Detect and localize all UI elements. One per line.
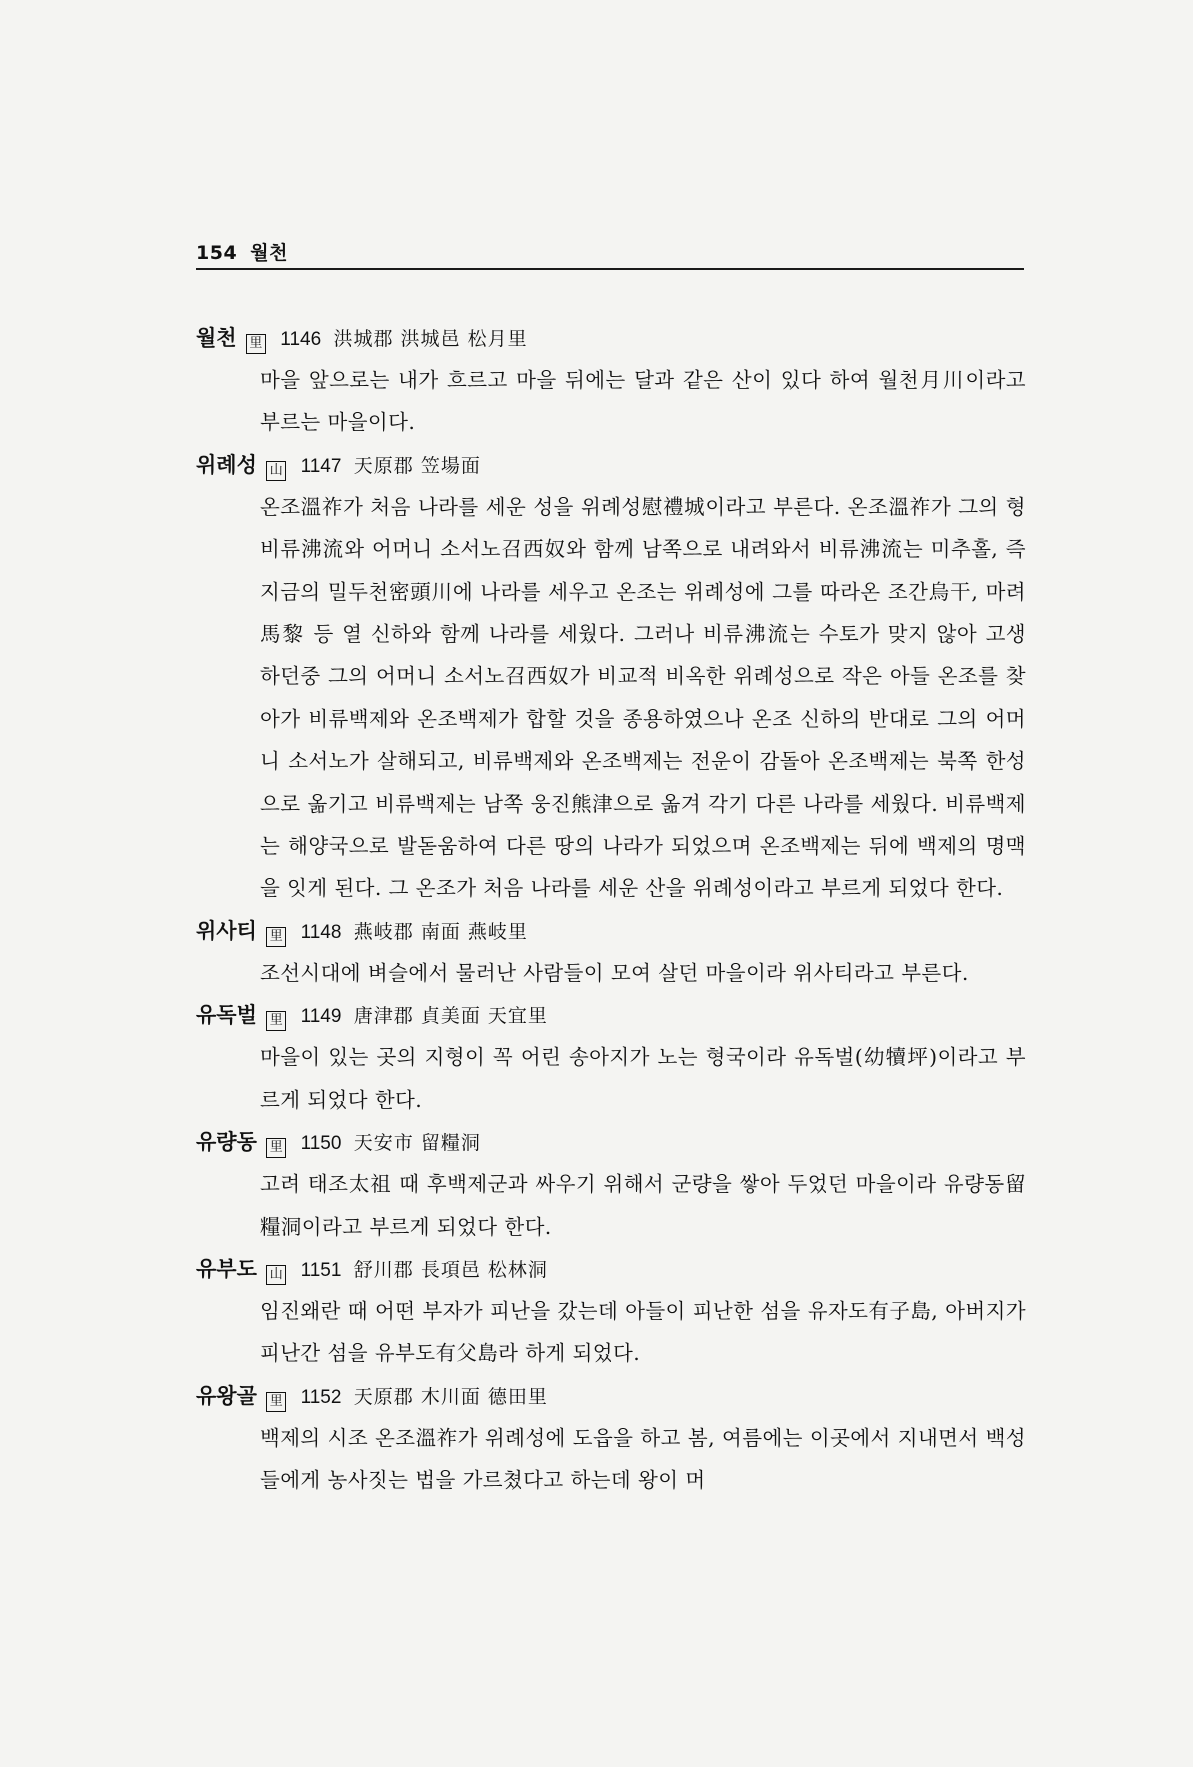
dictionary-entry [196, 910, 1026, 994]
entry-number: 1148 [300, 921, 342, 943]
entry-description: 마을 앞으로는 내가 흐르고 마을 뒤에는 달과 같은 산이 있다 하여 월천月川이라고 부르는 마을이다. [260, 368, 1026, 435]
entry-headword: 유량동 [196, 1130, 257, 1155]
dictionary-entry [196, 1121, 1026, 1248]
entry-number: 1152 [300, 1386, 342, 1408]
entry-type-mark: 里 [266, 1011, 286, 1031]
entry-location: 天原郡 笠場面 [353, 454, 481, 477]
entry-header [196, 994, 1026, 1036]
entry-header [196, 1375, 1026, 1417]
entry-headword: 유독벌 [196, 1003, 257, 1028]
entry-description: 임진왜란 때 어떤 부자가 피난을 갔는데 아들이 피난한 섬을 유자도有子島, 아버지가 피난간 섬을 유부도有父島라 하게 되었다. [260, 1298, 1026, 1366]
entry-number: 1146 [280, 329, 322, 350]
entry-type-mark: 里 [266, 927, 286, 947]
header-rule [196, 268, 1024, 270]
entry-headword: 위사티 [196, 918, 257, 943]
entry-description: 고려 태조太祖 때 후백제군과 싸우기 위해서 군량을 쌓아 두었던 마을이라 유량동留糧洞이라고 부르게 되었다 한다. [260, 1172, 1026, 1239]
entry-headword: 유부도 [196, 1256, 257, 1281]
entry-location: 舒川郡 長項邑 松林洞 [353, 1258, 548, 1281]
entry-header [196, 1248, 1026, 1290]
entry-header [196, 1121, 1026, 1163]
entry-location: 天原郡 木川面 德田里 [353, 1385, 548, 1408]
entry-description: 조선시대에 벼슬에서 물러난 사람들이 모여 살던 마을이라 위사티라고 부른다. [260, 960, 969, 985]
entry-description: 온조溫祚가 처음 나라를 세운 성을 위례성慰禮城이라고 부른다. 온조溫祚가 그의 형 비류沸流와 어머니 소서노召西奴와 함께 남쪽으로 내려와서 비류沸流는 미추홀, 즉 지금의 밀두천密頭川에 나라를 세우고 온조는 위례성에 그를 따라온 조간烏干, 마려馬黎 등 열 신하와 함께 나라를 세웠다. 그러나 비류沸流는 수토가 맞지 않아 고생 하던중 그의 어머니 소서노召西奴가 비교적 비옥한 위례성으로 작은 아들 온조를 찾아가 비류백제와 온조백제가 합할 것을 종용하였으나 온조 신하의 반대로 그의 어머니 소서노가 살해되고, 비류백제와 온조백제는 전운이 감돌아 온조백제는 북쪽 한성으로 옮기고 비류백제는 남쪽 웅진熊津으로 옮겨 각기 다른 나라를 세웠다. 비류백제는 해양국으로 발돋움하여 다른 땅의 나라가 되었으며 온조백제는 뒤에 백제의 명맥을 잇게 된다. 그 온조가 처음 나라를 세운 산을 위례성이라고 부르게 되었다 한다. [260, 494, 1026, 901]
section-title: 월천 [250, 242, 289, 264]
entry-type-mark: 山 [266, 1265, 286, 1285]
dictionary-entry [196, 1375, 1026, 1502]
entry-headword: 월천 [196, 326, 237, 350]
entry-type-mark: 里 [246, 334, 266, 354]
dictionary-entry [196, 994, 1026, 1121]
entry-location: 燕岐郡 南面 燕岐里 [353, 920, 528, 943]
entry-location: 洪城郡 洪城邑 松月里 [333, 328, 528, 350]
entry-type-mark: 山 [266, 461, 286, 481]
entry-description: 백제의 시조 온조溫祚가 위례성에 도읍을 하고 봄, 여름에는 이곳에서 지내면서 백성들에게 농사짓는 법을 가르쳤다고 하는데 왕이 머 [260, 1425, 1026, 1493]
running-head [196, 238, 288, 265]
entry-type-mark: 里 [266, 1138, 286, 1158]
entry-type-mark: 里 [266, 1392, 286, 1412]
page-number: 154 [196, 242, 238, 264]
entry-location: 天安市 留糧洞 [353, 1132, 481, 1155]
dictionary-entry [196, 444, 1026, 910]
entry-number: 1150 [300, 1133, 342, 1155]
entry-list [196, 317, 1026, 1502]
entry-headword: 유왕골 [196, 1383, 257, 1408]
entry-header [196, 317, 1026, 359]
entry-headword: 위례성 [196, 452, 257, 477]
entry-header [196, 444, 1026, 486]
entry-number: 1151 [300, 1259, 342, 1281]
entry-location: 唐津郡 貞美面 天宜里 [353, 1005, 548, 1028]
dictionary-entry [196, 1248, 1026, 1375]
entry-number: 1147 [300, 455, 342, 477]
dictionary-entry [196, 317, 1026, 444]
entry-description: 마을이 있는 곳의 지형이 꼭 어린 송아지가 노는 형국이라 유독벌(幼犢坪)이라고 부르게 되었다 한다. [260, 1045, 1026, 1112]
entry-header [196, 910, 1026, 952]
entry-number: 1149 [300, 1006, 342, 1028]
